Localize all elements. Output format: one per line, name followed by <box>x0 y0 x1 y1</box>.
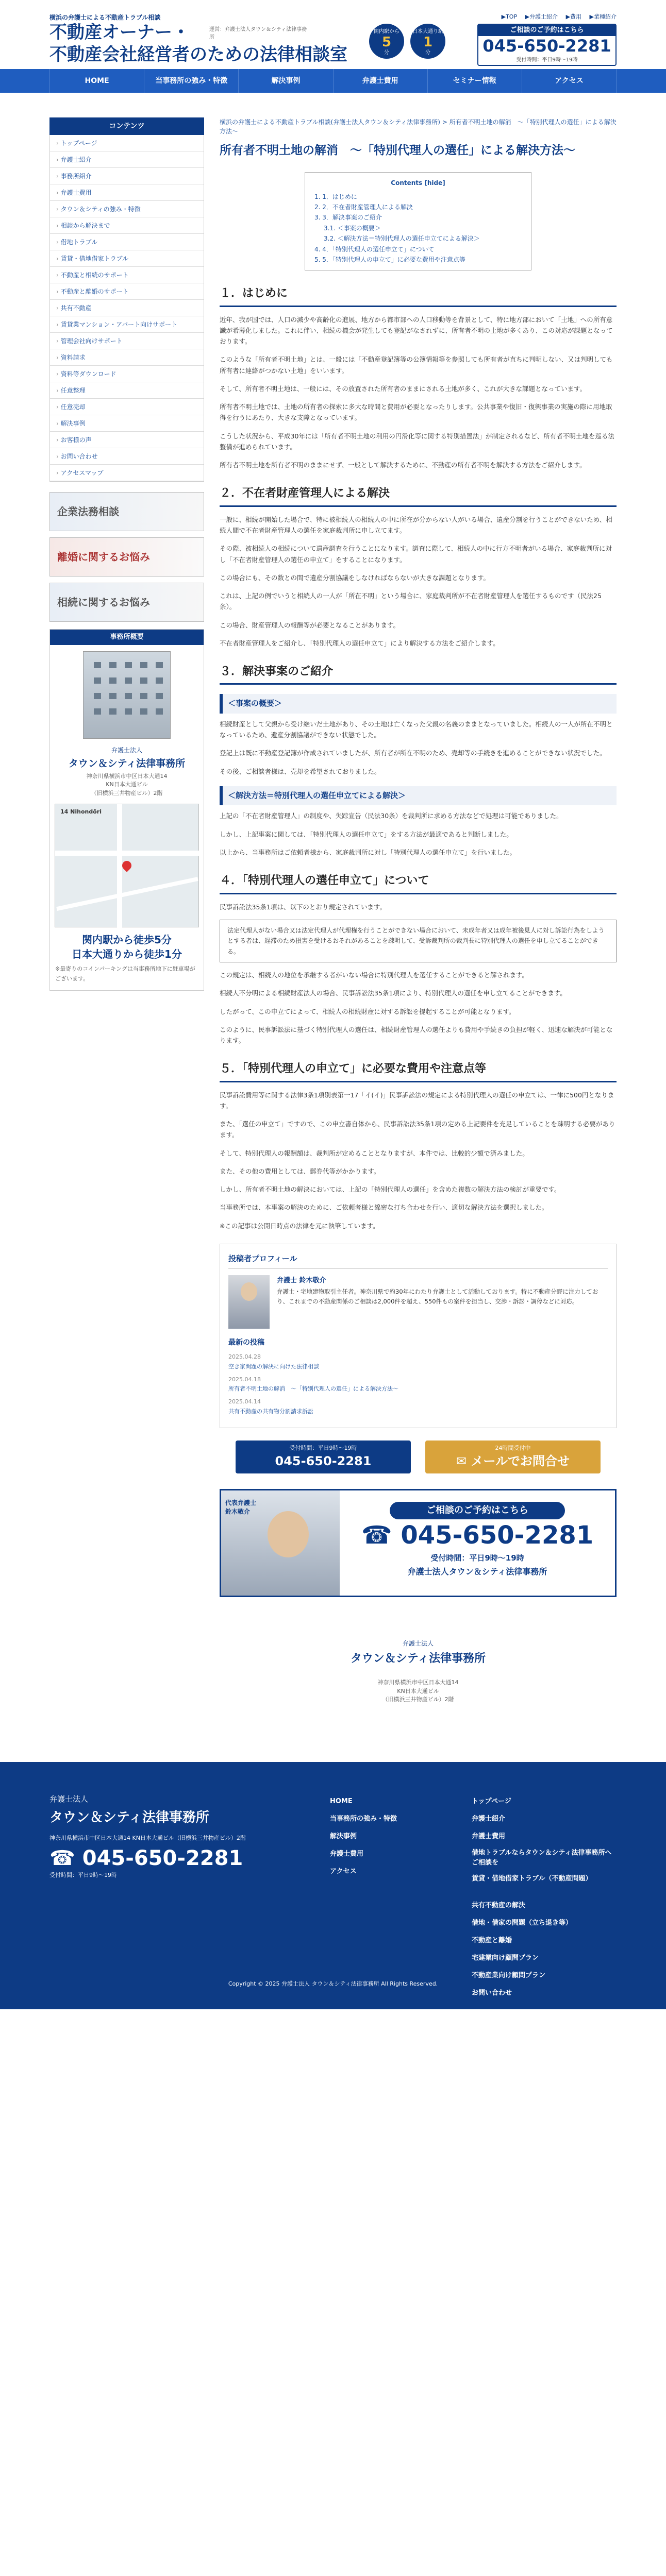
footer-firm <box>49 1793 266 1880</box>
heading-case: ３．解決事案のご紹介 <box>220 662 617 685</box>
toc-item[interactable]: 4. 4．「特別代理人の選任申立て」について <box>314 245 435 253</box>
header-tel-label: ご相談のご予約はこちら <box>478 25 615 36</box>
toc-item[interactable]: 5. 5．「特別代理人の申立て」に必要な費用や注意点等 <box>314 256 465 263</box>
sidebar-item[interactable]: › 資料等ダウンロード <box>50 366 204 382</box>
paragraph: しかし、上記事案に関しては、「特別代理人の選任申立て」をする方法が最適であると判断しました。 <box>220 830 513 838</box>
badge-nihon-odori-label: 日本大通り駅 <box>412 29 443 35</box>
paragraph: このような「所有者不明土地」とは、一般には「不動産登記簿等の公簿情報等を参照しても所有者が直ちに判明しない、又は判明しても所有者に連絡がつかない土地」をいいます。 <box>220 355 613 375</box>
banner-inheritance[interactable]: 相続に関するお悩み <box>49 583 204 622</box>
paragraph: 一般に、相続が開始した場合で、特に被相続人の相続人の中に所在が分からない人がいる場合、遺産分割を行うことができないため、相続人間で不在者財産管理人の選任を家庭裁判所に申し立てます。 <box>220 515 612 535</box>
sidebar <box>49 117 204 1726</box>
related-link[interactable]: 所有者不明土地の解消 ～「特別代理人の選任」による解決方法～ <box>228 1385 398 1393</box>
nav-seminars[interactable]: セミナー情報 <box>428 69 522 93</box>
global-nav <box>0 69 666 93</box>
footer-firm-small: 弁護士法人 <box>49 1794 89 1804</box>
related-date: 2025.04.14 <box>228 1398 261 1405</box>
sidebar-item[interactable]: › 資料請求 <box>50 349 204 366</box>
heading-cost: ５．「特別代理人の申立て」に必要な費用や注意点等 <box>220 1059 617 1082</box>
paragraph: 当事務所では、本事案の解決のために、ご依頼者様と綿密な打ち合わせを行い、適切な解決方法を選択しました。 <box>220 1204 548 1212</box>
site-footer <box>0 1762 666 2009</box>
paragraph: また、「選任の申立て」ですので、この申立書自体から、民事訴訟法35条1項の定める上記要件を充足していることを疎明する必要があります。 <box>220 1120 615 1139</box>
consultation-label: ご相談のご予約はこちら <box>390 1502 565 1519</box>
header-description: 運営：弁護士法人タウン＆シティ法律事務所 <box>209 27 307 40</box>
footer-link[interactable]: 賃貸・借地借家トラブル（不動産問題） <box>472 1875 592 1883</box>
footer-firm-name: タウン＆シティ法律事務所 <box>49 1809 209 1825</box>
office-building-image <box>83 651 171 739</box>
badge-kannai <box>369 24 404 59</box>
related-link[interactable]: 空き家問題の解決に向けた法律相談 <box>228 1363 319 1370</box>
office-name-main: タウン＆シティ法律事務所 <box>68 758 186 770</box>
footer-nav-main <box>330 1796 433 1884</box>
footer-link[interactable]: トップページ <box>472 1798 511 1806</box>
nav-strengths[interactable]: 当事務所の強み・特徴 <box>144 69 239 93</box>
badge-kannai-label: 関内駅から <box>374 29 399 35</box>
sidebar-item[interactable]: › 管理会社向けサポート <box>50 333 204 349</box>
toc-item[interactable]: 2. 2．不在者財産管理人による解決 <box>314 203 413 211</box>
toc-item[interactable]: 3.2. ＜解決方法＝特別代理人の選任申立てによる解決＞ <box>324 235 480 243</box>
footer-link[interactable]: お問い合わせ <box>472 1989 512 1997</box>
site-title-line1: 不動産オーナー・ <box>49 22 190 43</box>
cta-row <box>220 1440 617 1473</box>
profile-heading: 投稿者プロフィール <box>228 1252 608 1269</box>
representative-caption: 代表弁護士鈴木敬介 <box>225 1499 257 1516</box>
paragraph: 民事訴訟法35条1項は、以下のとおり規定されています。 <box>220 903 386 911</box>
footer-link[interactable]: 宅建業向け顧問プラン <box>472 1954 539 1962</box>
related-link[interactable]: 共有不動産の共有物分割請求訴訟 <box>228 1408 313 1415</box>
firm-summary-address <box>220 1679 617 1704</box>
copyright: Copyright © 2025 弁護士法人 タウン＆シティ法律事務所 All Rights Reserved. <box>228 1980 438 1987</box>
footer-link[interactable]: 弁護士費用 <box>330 1850 364 1858</box>
cta-mail-button[interactable] <box>425 1440 601 1473</box>
map-pin-icon <box>120 859 133 872</box>
related-date: 2025.04.28 <box>228 1353 261 1361</box>
table-of-contents <box>305 172 531 270</box>
mail-icon: ✉ <box>456 1454 471 1469</box>
sidebar-item[interactable]: › 弁護士紹介 <box>50 151 204 168</box>
footer-tel[interactable]: ☎ 045-650-2281 <box>49 1846 243 1870</box>
nav-cases[interactable]: 解決事例 <box>239 69 333 93</box>
heading-case-overview: ＜事案の概要＞ <box>220 694 617 714</box>
paragraph: これは、上記の例でいうと相続人の一人が「所在不明」という場合に、家庭裁判所が不在者財産管理人を選任するものです（民法25条）。 <box>220 592 602 611</box>
firm-summary-name <box>220 1623 617 1668</box>
badge-nihon-odori-number: 1 <box>423 35 433 50</box>
office-name-small: 弁護士法人 <box>111 747 142 754</box>
sidebar-item[interactable]: › トップページ <box>50 135 204 151</box>
heading-intro: １．はじめに <box>220 284 617 307</box>
header-tel-number[interactable]: 045-650-2281 <box>482 36 611 56</box>
nav-access[interactable]: アクセス <box>522 69 617 93</box>
footer-nav-sub <box>472 1796 616 2005</box>
paragraph: 所有者不明土地を所有者不明のままにせず、一般として解決するために、不動産の所有者不明を解決する方法をご紹介します。 <box>220 461 586 469</box>
firm-summary-small: 弁護士法人 <box>402 1640 434 1648</box>
footer-link[interactable]: 不動産業向け顧問プラン <box>472 1972 546 1980</box>
cta-mail-note: 24時間受付中 <box>495 1445 531 1452</box>
paragraph: 近年、我が国では、人口の減少や高齢化の進展、地方から都市部への人口移動等を背景として、特に地方部において「土地」への所有意識が希薄化しました。これに伴い、相続の機会が発生しても登記がなされずに、所有者不明の土地が多くあり、この対応が課題となっております。 <box>220 315 613 346</box>
top-link-fees[interactable]: ▶費用 <box>565 13 582 20</box>
sidebar-item[interactable]: › お問い合わせ <box>50 448 204 465</box>
paragraph: そして、所有者不明土地は、一般には、その放置された所有者のままにされる土地が多く、これが大きな課題となっています。 <box>220 384 587 393</box>
paragraph: また、その他の費用としては、郵券代等がかかります。 <box>220 1167 380 1175</box>
phone-icon: ☎ <box>49 1846 82 1870</box>
sidebar-item[interactable]: › 弁護士費用 <box>50 184 204 201</box>
office-address-line2: KN日本大通ビル <box>106 781 148 788</box>
paragraph: 上記の「不在者財産管理人」の制度や、失踪宣告（民法30条）を裁判所に求める方法などで処理は可能でありました。 <box>220 812 563 820</box>
cta-tel-hours: 受付時間：平日9時～19時 <box>289 1445 357 1452</box>
footer-address: 神奈川県横浜市中区日本大通14 KN日本大通ビル（旧横浜三井物産ビル）2階 <box>49 1835 246 1842</box>
author-name[interactable]: 弁護士 鈴木敬介 <box>277 1277 326 1285</box>
sidebar-item[interactable]: › お客様の声 <box>50 432 204 448</box>
breadcrumb[interactable]: 横浜の弁護士による不動産トラブル相談(弁護士法人タウン＆シティ法律事務所) > 所有者不明土地の解消 ～「特別代理人の選任」による解決方法～ <box>220 118 617 135</box>
paragraph: 登記上は既に不動産登記簿が作成されていましたが、所有者が所在不明のため、売却等の手続きを進めることができない状況でした。 <box>220 749 606 757</box>
footer-link[interactable]: 当事務所の強み・特徴 <box>330 1815 397 1823</box>
paragraph: こうした状況から、平成30年には「所有者不明土地の利用の円滑化等に関する特別措置法」が制定されるなど、所有者不明土地を巡る法整備が進められています。 <box>220 432 614 451</box>
toc-title[interactable]: Contents [hide] <box>391 179 445 187</box>
badge-nihon-odori <box>410 24 445 59</box>
sidebar-item[interactable]: › 任意売却 <box>50 399 204 415</box>
top-link-top[interactable]: ▶TOP <box>501 13 518 20</box>
paragraph: 相続人不分明による相続財産法人の場合、民事訴訟法35条1項により、特別代理人の選任を申し立てることができます。 <box>220 989 567 997</box>
footer-link[interactable]: 弁護士紹介 <box>472 1815 506 1823</box>
related-list <box>228 1352 608 1416</box>
sidebar-item[interactable]: › 不動産と離婚のサポート <box>50 283 204 300</box>
sidebar-item[interactable]: › 賃貸・借地借家トラブル <box>50 250 204 267</box>
paragraph: 不在者財産管理人をご紹介し、「特別代理人の選任申立て」により解決する方法をご紹介します。 <box>220 639 499 647</box>
cta-tel-button[interactable] <box>236 1440 411 1473</box>
sidebar-item[interactable]: › 解決事例 <box>50 415 204 432</box>
consultation-firm: 弁護士法人タウン＆シティ法律事務所 <box>407 1567 547 1577</box>
heading-absent-manager: ２．不在者財産管理人による解決 <box>220 484 617 506</box>
paragraph: 相続財産として父親から受け継いだ土地があり、その土地は亡くなった父親の名義のままとなっていました。相続人の一人が所在不明となっているため、遺産分割協議ができない状態でした。 <box>220 720 613 739</box>
paragraph: その後、ご相談者様は、売却を希望されておりました。 <box>220 767 381 775</box>
heading-special-agent: ４．「特別代理人の選任申立て」について <box>220 871 617 894</box>
access-parking-note: ※最寄りのコインパーキングは当事務所地下に駐車場がございます。 <box>55 965 195 982</box>
sidebar-item[interactable]: › 相談から解決まで <box>50 217 204 234</box>
top-link-industries[interactable]: ▶業種紹介 <box>589 13 617 20</box>
author-profile <box>220 1244 617 1428</box>
office-name <box>50 745 204 772</box>
firm-summary-main: タウン＆シティ法律事務所 <box>350 1652 486 1665</box>
cta-mail-label: ✉ メールでお問合せ <box>456 1454 570 1469</box>
paragraph: したがって、この申立てによって、相続人の相続財産に対する訴訟を提起することが可能となります。 <box>220 1007 515 1015</box>
nav-home[interactable]: HOME <box>49 69 144 93</box>
toc-item[interactable]: 3.1. ＜事案の概要＞ <box>324 224 381 232</box>
toc-item[interactable]: 1. 1．はじめに <box>314 193 357 200</box>
access-walk <box>50 933 204 961</box>
office-heading: 事務所概要 <box>50 630 204 645</box>
paragraph: 以上から、当事務所はご依頼者様から、家庭裁判所に対し「特別代理人の選任申立て」を行いました。 <box>220 848 517 856</box>
top-link-lawyers[interactable]: ▶弁護士紹介 <box>525 13 558 20</box>
office-address-line1: 神奈川県横浜市中区日本大通14 <box>86 772 168 779</box>
footer-link[interactable]: 共有不動産の解決 <box>472 1902 526 1910</box>
paragraph: この規定は、相続人の地位を承継する者がいない場合に特別代理人を選任することができると解されます。 <box>220 971 529 979</box>
sidebar-menu <box>49 135 204 482</box>
footer-hours: 受付時間：平日9時～19時 <box>49 1871 117 1878</box>
header-hours: 受付時間：平日9時～19時 <box>516 57 578 63</box>
paragraph: ※この記事は公開日時点の法律を元に執筆しています。 <box>220 1222 379 1230</box>
consultation-banner[interactable] <box>220 1489 617 1597</box>
footer-link[interactable]: HOME <box>330 1798 353 1806</box>
footer-link[interactable]: アクセス <box>330 1868 357 1876</box>
paragraph: 民事訴訟費用等に関する法律3条1項別表第一17「イ(イ)」民事訴訟法の規定による特別代理人の選任の申立ては、一律に500円となります。 <box>220 1091 614 1110</box>
access-walk-nihon-odori: 日本大通りから徒歩1分 <box>72 948 182 961</box>
badge-nihon-odori-unit: 分 <box>425 49 430 56</box>
sidebar-item[interactable]: › 借地トラブル <box>50 234 204 250</box>
law-quote: 法定代理人がない場合又は法定代理人が代理権を行うことができない場合において、未成年者又は成年被後見人に対し訴訟行為をしようとする者は、遅滞のため損害を受けるおそれがあることを疎明して、受訴裁判所の裁判長に特別代理人の選任を申し立てることができる。 <box>220 920 617 962</box>
sidebar-item[interactable]: › アクセスマップ <box>50 465 204 481</box>
footer-link[interactable]: 解決事例 <box>330 1833 357 1841</box>
top-links <box>495 12 617 22</box>
footer-link[interactable]: 弁護士費用 <box>472 1833 506 1841</box>
banner-corporate[interactable]: 企業法務相談 <box>49 492 204 531</box>
related-date: 2025.04.18 <box>228 1376 261 1383</box>
paragraph: 所有者不明土地では、土地の所有者の探索に多大な時間と費用が必要となったりします。公共事業や復旧・復興事業の実施の際に用地取得を行うにあたり、大きな支障となっています。 <box>220 403 612 422</box>
footer-link[interactable]: 借地・借家の問題（立ち退き等） <box>472 1919 573 1927</box>
paragraph: その際、被相続人の相続について遺産調査を行うことになります。調査に際して、相続人の中に行方不明者がいる場合、家庭裁判所に対し「不在者財産管理人の選任の申立て」をすることになります。 <box>220 545 612 564</box>
sidebar-item[interactable]: › 任意整理 <box>50 382 204 399</box>
footer-link[interactable]: 不動産と離婚 <box>472 1937 512 1945</box>
consultation-hours: 受付時間：平日9時～19時 <box>430 1553 524 1563</box>
office-address-line3: （旧横浜三井物産ビル）2階 <box>91 789 163 796</box>
badge-kannai-number: 5 <box>381 35 392 50</box>
firm-summary-address-line2: KN日本大通ビル <box>397 1687 439 1694</box>
paragraph: このように、民事訴訟法に基づく特別代理人の選任は、相続財産管理人の選任よりも費用や手続きの負担が軽く、迅速な解決が可能となります。 <box>220 1025 613 1045</box>
nav-fees[interactable]: 弁護士費用 <box>334 69 428 93</box>
related-heading: 最新の投稿 <box>228 1338 264 1347</box>
badge-kannai-unit: 分 <box>384 49 389 56</box>
heading-case-solution: ＜解決方法＝特別代理人の選任申立てによる解決＞ <box>220 786 617 806</box>
firm-summary-address-line1: 神奈川県横浜市中区日本大通14 <box>377 1679 459 1686</box>
sidebar-item[interactable]: › 共有不動産 <box>50 300 204 316</box>
office-summary <box>49 629 204 991</box>
sidebar-item[interactable]: › 不動産と相続のサポート <box>50 267 204 283</box>
paragraph: そして、特別代理人の報酬額は、裁判所が定めることとなりますが、本件では、比較的少額で済みました。 <box>220 1149 529 1157</box>
paragraph: この場合、財産管理人の報酬等が必要となることがあります。 <box>220 621 400 629</box>
banner-divorce[interactable]: 離婚に関するお悩み <box>49 537 204 577</box>
sidebar-item[interactable]: › タウン＆シティの強み・特徴 <box>50 201 204 217</box>
office-map[interactable] <box>55 804 199 927</box>
sidebar-item[interactable]: › 賃貸業マンション・アパート向けサポート <box>50 316 204 333</box>
toc-item[interactable]: 3. 3．解決事案のご紹介 <box>314 214 382 222</box>
consultation-tel: ☎ 045-650-2281 <box>361 1521 594 1550</box>
author-bio: 弁護士・宅地建物取引主任者。神奈川県で約30年にわたり弁護士として活動しております。特に不動産分野に注力しており、これまでの不動産関係のご相談は2,000件を超え、550件もの案件を担当し、交渉・訴訟・調停などに対応。 <box>277 1287 598 1306</box>
site-title-line2: 不動産会社経営者のための法律相談室 <box>49 44 347 65</box>
phone-icon: ☎ <box>361 1521 401 1550</box>
site-tagline: 横浜の弁護士による不動産トラブル相談 <box>49 14 161 21</box>
site-header <box>49 12 617 69</box>
header-tel-box[interactable] <box>477 24 617 66</box>
footer-link[interactable]: 借地トラブルならタウン＆シティ法律事務所へご相談を <box>472 1849 612 1867</box>
main-content <box>220 117 617 1726</box>
author-avatar <box>228 1275 270 1329</box>
firm-summary <box>220 1623 617 1726</box>
sidebar-item[interactable]: › 事務所紹介 <box>50 168 204 184</box>
access-walk-kannai: 関内駅から徒歩5分 <box>82 934 172 946</box>
office-address <box>50 772 204 798</box>
paragraph: しかし、所有者不明土地の解決においては、上記の「特別代理人の選任」を含めた複数の解決方法の検討が重要です。 <box>220 1185 561 1194</box>
firm-summary-address-line3: （旧横浜三井物産ビル）2階 <box>382 1696 454 1703</box>
paragraph: この場合にも、その数との間で遺産分割協議をしなければならないが大きな課題となります。 <box>220 573 490 582</box>
cta-tel-number: 045-650-2281 <box>275 1454 372 1469</box>
page-title: 所有者不明土地の解消 ～「特別代理人の選任」による解決方法～ <box>220 144 575 157</box>
map-label: 14 Nihondōri <box>60 808 102 816</box>
sidebar-heading: コンテンツ <box>49 117 204 135</box>
representative-photo <box>221 1490 340 1596</box>
